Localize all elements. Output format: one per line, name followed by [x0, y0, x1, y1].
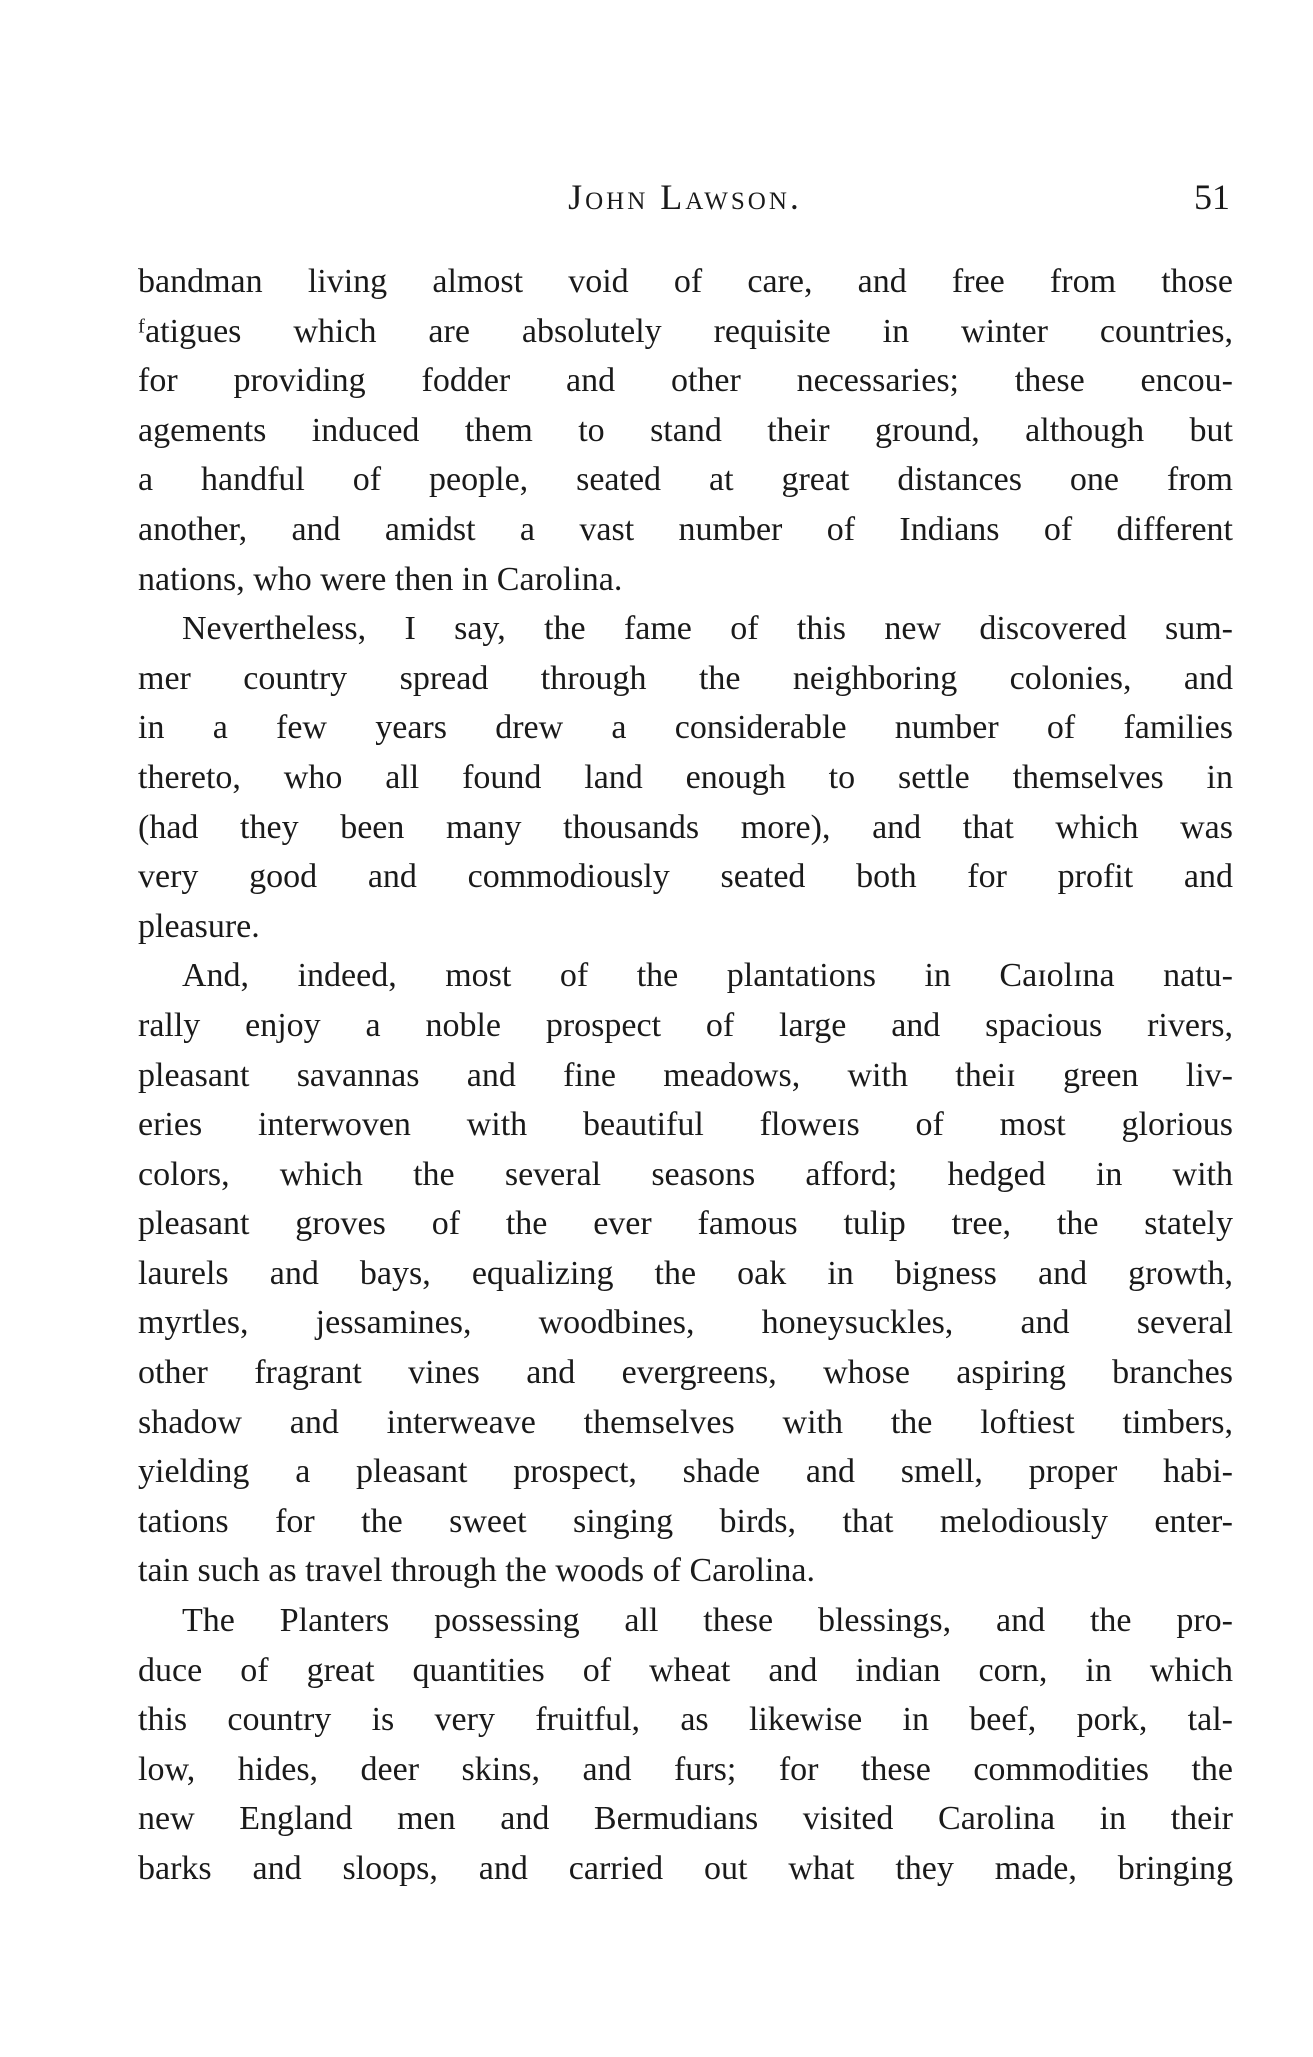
text-line: another, and amidst a vast number of Indians of different [138, 510, 1233, 548]
body-text [138, 257, 1233, 1894]
text-line: nations, who were then in Carolina. [138, 560, 623, 598]
paragraph-2 [138, 604, 1233, 951]
text-line: shadow and interweave themselves with the loftiest timbers, [138, 1403, 1233, 1441]
text-line: yielding a pleasant prospect, shade and smell, proper habi- [138, 1453, 1233, 1491]
text-line: new England men and Bermudians visited Carolina in their [138, 1800, 1233, 1838]
text-line: in a few years drew a considerable number of families [138, 709, 1233, 747]
text-line: And, indeed, most of the plantations in Caɪolɪna natu- [182, 957, 1233, 995]
text-line: for providing fodder and other necessaries; these encou- [138, 362, 1233, 400]
text-line: ᶠatigues which are absolutely requisite in winter countries, [138, 312, 1233, 350]
text-line: a handful of people, seated at great distances one from [138, 461, 1233, 499]
text-line: rally enjoy a noble prospect of large and spacious rivers, [138, 1006, 1233, 1044]
text-line: low, hides, deer skins, and furs; for these commodities the [138, 1750, 1233, 1788]
paragraph-1 [138, 257, 1233, 604]
text-line: barks and sloops, and carried out what they made, bringing [138, 1850, 1233, 1887]
text-line: this country is very fruitful, as likewise in beef, pork, tal- [138, 1701, 1233, 1739]
text-line: agements induced them to stand their ground, although but [138, 411, 1233, 449]
text-line: The Planters possessing all these blessings, and the pro- [182, 1602, 1233, 1640]
text-line: duce of great quantities of wheat and indian corn, in which [138, 1651, 1233, 1689]
text-line: myrtles, jessamines, woodbines, honeysuckles, and several [138, 1304, 1233, 1342]
text-line: eries interwoven with beautiful floweɪs of most glorious [138, 1106, 1233, 1144]
text-line: very good and commodiously seated both for profit and [138, 858, 1233, 896]
text-line: bandman living almost void of care, and free from those [138, 263, 1233, 300]
page-number: 51 [1194, 177, 1230, 217]
text-line: thereto, who all found land enough to settle themselves in [138, 758, 1233, 796]
text-line: pleasant groves of the ever famous tulip tree, the stately [138, 1205, 1233, 1243]
paragraph-3 [138, 951, 1233, 1596]
text-line: mer country spread through the neighboring colonies, and [138, 659, 1233, 697]
text-line: (had they been many thousands more), and that which was [138, 808, 1233, 846]
text-line: tain such as travel through the woods of Carolina. [138, 1552, 816, 1590]
text-line: other fragrant vines and evergreens, whose aspiring branches [138, 1354, 1233, 1392]
text-line: Nevertheless, I say, the fame of this new discovered sum- [182, 610, 1233, 648]
text-line: tations for the sweet singing birds, that melodiously enter- [138, 1502, 1233, 1540]
running-title: John Lawson. [568, 177, 802, 217]
text-line: pleasant savannas and fine meadows, with theiɪ green liv- [138, 1056, 1233, 1094]
text-line: laurels and bays, equalizing the oak in bigness and growth, [138, 1254, 1233, 1292]
paragraph-4 [138, 1596, 1233, 1894]
text-line: colors, which the several seasons afford; hedged in with [138, 1155, 1233, 1193]
running-head [140, 172, 1230, 222]
text-line: pleasure. [138, 907, 260, 945]
